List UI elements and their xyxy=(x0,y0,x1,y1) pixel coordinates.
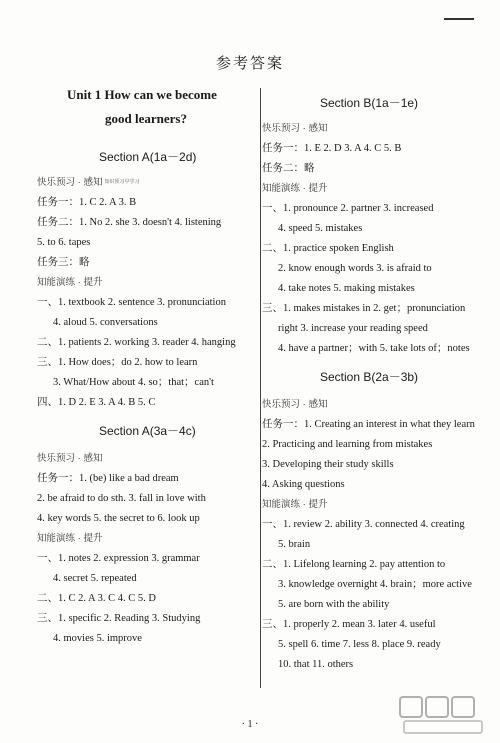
section-b2-practice-heading: 知能演练 · 提升 xyxy=(262,499,328,510)
answer-line: 3. Developing their study skills xyxy=(262,459,394,470)
section-b1-preview-heading: 快乐预习 · 感知 xyxy=(262,123,328,134)
answer-line: 4. aloud 5. conversations xyxy=(53,317,158,328)
answer-line: 三、1. properly 2. mean 3. later 4. useful xyxy=(262,619,436,630)
answer-line: 二、1. C 2. A 3. C 4. C 5. D xyxy=(37,593,157,604)
answer-line: 一、1. notes 2. expression 3. grammar xyxy=(37,553,200,564)
answer-line: 10. that 11. others xyxy=(278,659,354,670)
answer-line: 任务一：1. C 2. A 3. B xyxy=(37,197,137,208)
section-a2-preview-heading: 快乐预习 · 感知 xyxy=(37,453,103,464)
watermark-logo xyxy=(398,695,488,737)
section-b2-preview-heading: 快乐预习 · 感知 xyxy=(262,399,328,410)
answer-line: 3. knowledge overnight 4. brain；more active xyxy=(278,579,472,590)
answer-line: 任务二：略 xyxy=(262,163,315,174)
answer-line: 4. movies 5. improve xyxy=(53,633,142,644)
section-a1-practice-heading: 知能演练 · 提升 xyxy=(37,277,103,288)
answer-line: 4. Asking questions xyxy=(262,479,345,490)
header-rule xyxy=(444,18,474,20)
answer-line: 三、1. makes mistakes in 2. get；pronunciation xyxy=(262,303,466,314)
unit-heading-line2: good learners? xyxy=(105,111,187,126)
answer-line: 2. be afraid to do sth. 3. fall in love with xyxy=(37,493,206,504)
answer-line: 三、1. How does；do 2. how to learn xyxy=(37,357,198,368)
answer-line: 3. What/How about 4. so；that；can't xyxy=(53,377,214,388)
preview-note: 知识预习早学习 xyxy=(104,178,140,185)
page-title: 参考答案 xyxy=(215,56,284,72)
answer-line: 5. to 6. tapes xyxy=(37,237,91,248)
section-a2-practice-heading: 知能演练 · 提升 xyxy=(37,533,103,544)
answer-line: 4. secret 5. repeated xyxy=(53,573,137,584)
answer-line: 一、1. pronounce 2. partner 3. increased xyxy=(262,203,434,214)
answer-line: 任务一：1. Creating an interest in what they learn xyxy=(262,419,475,430)
answer-line: 4. key words 5. the secret to 6. look up xyxy=(37,513,200,524)
answer-line: 任务一：1. E 2. D 3. A 4. C 5. B xyxy=(262,143,402,154)
answer-line: 任务二：1. No 2. she 3. doesn't 4. listening xyxy=(37,217,222,228)
answer-line: 四、1. D 2. E 3. A 4. B 5. C xyxy=(37,397,156,408)
watermark-icon xyxy=(398,695,488,737)
answer-line: 4. have a partner；with 5. take lots of；notes xyxy=(278,343,470,354)
column-divider xyxy=(260,88,261,688)
page-number: · 1 · xyxy=(241,719,259,730)
answer-line: 5. brain xyxy=(278,539,311,550)
section-a2-title: Section A(3a－4c) xyxy=(99,424,196,438)
answer-line: 4. speed 5. mistakes xyxy=(278,223,363,234)
section-b1-practice-heading: 知能演练 · 提升 xyxy=(262,183,328,194)
answer-line: 二、1. practice spoken English xyxy=(262,243,394,254)
answer-line: 2. Practicing and learning from mistakes xyxy=(262,439,433,450)
answer-line: 5. spell 6. time 7. less 8. place 9. ready xyxy=(278,639,441,650)
answer-line: right 3. increase your reading speed xyxy=(278,323,428,334)
answer-line: 二、1. Lifelong learning 2. pay attention to xyxy=(262,559,446,570)
answer-line: 2. know enough words 3. is afraid to xyxy=(278,263,432,274)
answer-line: 一、1. textbook 2. sentence 3. pronunciation xyxy=(37,297,226,308)
section-b1-title: Section B(1a－1e) xyxy=(320,96,419,110)
unit-heading-line1: Unit 1 How can we become xyxy=(67,87,217,102)
answer-line: 一、1. review 2. ability 3. connected 4. creating xyxy=(262,519,465,530)
answer-line: 任务一：1. (be) like a bad dream xyxy=(37,473,179,484)
answer-line: 三、1. specific 2. Reading 3. Studying xyxy=(37,613,201,624)
answer-line: 4. take notes 5. making mistakes xyxy=(278,283,415,294)
section-a1-preview-heading: 快乐预习 · 感知 知识预习早学习 xyxy=(37,177,140,188)
answer-line: 二、1. patients 2. working 3. reader 4. hanging xyxy=(37,337,236,348)
section-b2-title: Section B(2a－3b) xyxy=(320,370,419,384)
answer-line: 5. are born with the ability xyxy=(278,599,390,610)
answer-line: 任务三：略 xyxy=(37,257,90,268)
section-a1-title: Section A(1a－2d) xyxy=(99,150,197,164)
